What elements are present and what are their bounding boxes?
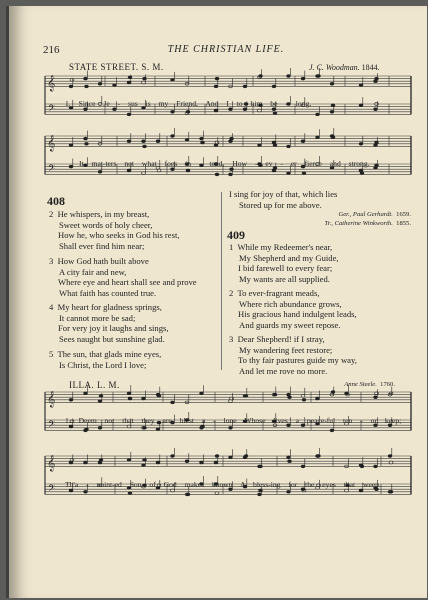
verse: 4 My heart for gladness springs, It cannot more be sad; For very joy it laughs and sings, Sees naught but sunshine glad. [49, 302, 169, 344]
lyric-line: 1. Deem not that they are blest a - lone Whose lives a peace-ful ten - or keep; [65, 416, 402, 425]
svg-text:𝄞: 𝄞 [47, 391, 56, 408]
tune-composer: J. C. Woodman. 1844. [309, 63, 380, 72]
hymn-number: 409 [227, 228, 245, 242]
svg-text:𝄞: 𝄞 [47, 135, 56, 152]
hymnal-page [6, 6, 427, 598]
lyric-line: It mat-ters not what foes in - tend, How - ev - er fierce and strong. [79, 159, 370, 168]
lyric-line: 1. Since Je - sus is my Friend, And I to him be - long, [65, 99, 312, 108]
hymn-number: 408 [47, 194, 65, 208]
verse: 2 He whispers, in my breast, Sweet words of holy cheer, How he, who seeks in God his rest, Shall ever find him near; [49, 209, 180, 251]
verse-continued: I sing for joy of that, which lies Stored up for me above. [229, 189, 338, 210]
verse: 1 While my Redeemer's near, My Shepherd and my Guide, I bid farewell to every fear; My wants are all supplied. [229, 242, 339, 284]
svg-text:𝄢: 𝄢 [48, 418, 56, 432]
lyric-line: Th'a - noint-ed Son of God makes known A bless-ing for the eyes that weep. [65, 480, 381, 489]
attribution: Ger., Paul Gerhardt. 1659. [338, 211, 411, 218]
verse: 2 To ever-fragrant meads, Where rich abundance grows, His gracious hand indulgent leads, And guards my sweet repose. [229, 288, 357, 330]
tune-name-illa: ILLA. L. M. [69, 380, 120, 390]
column-divider [221, 192, 222, 370]
tune-name-state-street: STATE STREET. S. M. [69, 62, 164, 72]
page-number: 216 [43, 44, 60, 56]
verse: 5 The sun, that glads mine eyes, Is Christ, the Lord I love; [49, 349, 162, 370]
attribution: Tr., Catherine Winkworth. 1855. [324, 220, 411, 227]
svg-text:𝄢: 𝄢 [48, 482, 56, 496]
svg-text:𝄢: 𝄢 [48, 162, 56, 176]
svg-text:𝄞: 𝄞 [47, 455, 56, 472]
verse: 3 Dear Shepherd! if I stray, My wandering feet restore; To thy fair pastures guide my way, And let me rove no more. [229, 334, 357, 376]
svg-text:𝄢: 𝄢 [48, 102, 56, 116]
verse: 3 How God hath built above A city fair and new, Where eye and heart shall see and prove What faith has counted true. [49, 256, 197, 298]
svg-text:𝄞: 𝄞 [47, 75, 56, 92]
attribution: Anne Steele. 1760. [344, 381, 395, 388]
running-title: THE CHRISTIAN LIFE. [167, 44, 285, 55]
